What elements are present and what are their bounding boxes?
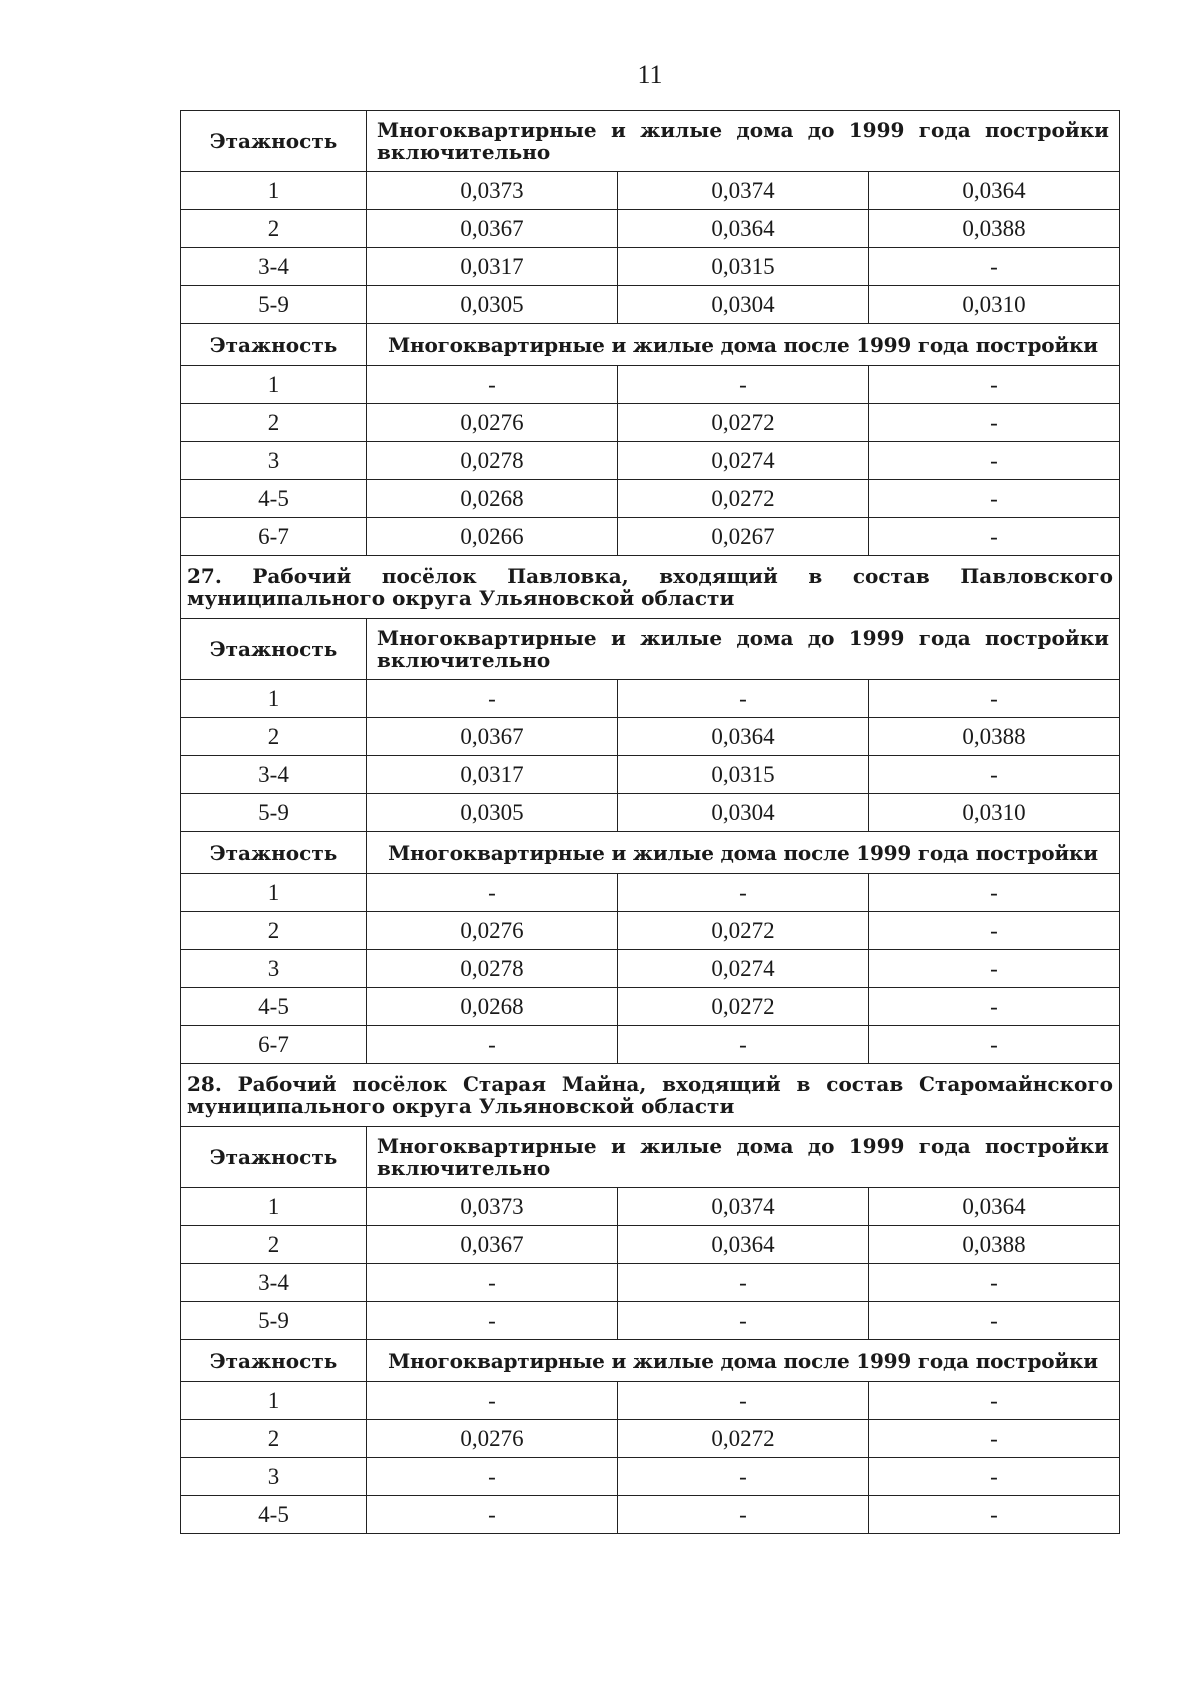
coefficient-cell: 0,0305 — [367, 286, 618, 324]
built-after-1999-header: Многоквартирные и жилые дома после 1999 года постройки — [367, 832, 1120, 874]
coefficient-cell: 0,0272 — [618, 404, 869, 442]
floor-count-cell: 4-5 — [181, 1496, 367, 1534]
floor-count-header: Этажность — [181, 324, 367, 366]
coefficient-cell: 0,0315 — [618, 248, 869, 286]
table-row — [181, 1420, 1120, 1458]
coefficient-cell: 0,0304 — [618, 794, 869, 832]
coefficient-cell: - — [869, 366, 1120, 404]
coefficient-cell: - — [869, 680, 1120, 718]
page-number: 11 — [637, 60, 663, 89]
floor-count-cell: 6-7 — [181, 1026, 367, 1064]
coefficient-cell: - — [869, 1026, 1120, 1064]
coefficient-cell: 0,0276 — [367, 912, 618, 950]
floor-count-cell: 4-5 — [181, 480, 367, 518]
coefficient-cell: 0,0274 — [618, 442, 869, 480]
built-before-1999-header-row — [181, 619, 1120, 680]
coefficient-cell: - — [618, 1302, 869, 1340]
coefficient-cell: - — [367, 366, 618, 404]
built-after-1999-header-row — [181, 832, 1120, 874]
table-row — [181, 718, 1120, 756]
coefficient-cell: 0,0310 — [869, 286, 1120, 324]
floor-count-header: Этажность — [181, 619, 367, 680]
coefficient-cell: 0,0278 — [367, 950, 618, 988]
coefficient-cell: - — [869, 1496, 1120, 1534]
floor-count-header: Этажность — [181, 111, 367, 172]
coefficient-cell: - — [869, 1420, 1120, 1458]
coefficient-cell: 0,0305 — [367, 794, 618, 832]
floor-count-cell: 2 — [181, 1420, 367, 1458]
coefficient-cell: - — [367, 680, 618, 718]
coefficient-cell: - — [869, 1302, 1120, 1340]
table-row — [181, 756, 1120, 794]
floor-count-cell: 3-4 — [181, 1264, 367, 1302]
coefficient-cell: 0,0274 — [618, 950, 869, 988]
floor-count-cell: 5-9 — [181, 286, 367, 324]
coefficient-cell: 0,0373 — [367, 172, 618, 210]
table-row — [181, 680, 1120, 718]
coefficient-cell: 0,0276 — [367, 404, 618, 442]
coefficient-cell: 0,0367 — [367, 718, 618, 756]
coefficient-cell: - — [869, 1382, 1120, 1420]
coefficient-cell: - — [618, 680, 869, 718]
coefficient-cell: 0,0367 — [367, 1226, 618, 1264]
floor-count-cell: 2 — [181, 718, 367, 756]
built-after-1999-header: Многоквартирные и жилые дома после 1999 года постройки — [367, 324, 1120, 366]
table-row — [181, 1026, 1120, 1064]
coefficient-cell: - — [618, 1496, 869, 1534]
floor-count-cell: 1 — [181, 1188, 367, 1226]
coefficient-cell: - — [618, 1026, 869, 1064]
coefficient-cell: - — [869, 248, 1120, 286]
coefficient-cell: 0,0268 — [367, 988, 618, 1026]
coefficient-cell: 0,0364 — [618, 718, 869, 756]
coefficient-cell: - — [869, 442, 1120, 480]
coefficient-cell: - — [869, 756, 1120, 794]
floor-count-cell: 1 — [181, 680, 367, 718]
coefficient-cell: - — [869, 518, 1120, 556]
coefficient-cell: - — [618, 874, 869, 912]
floor-count-cell: 2 — [181, 1226, 367, 1264]
coefficient-cell: - — [869, 874, 1120, 912]
coefficient-cell: - — [869, 1458, 1120, 1496]
floor-count-cell: 3-4 — [181, 248, 367, 286]
table-row — [181, 1302, 1120, 1340]
table-row — [181, 518, 1120, 556]
coefficient-cell: 0,0272 — [618, 912, 869, 950]
table-row — [181, 950, 1120, 988]
floor-count-cell: 5-9 — [181, 1302, 367, 1340]
coefficient-cell: 0,0364 — [618, 210, 869, 248]
coefficient-cell: 0,0272 — [618, 988, 869, 1026]
coefficient-cell: - — [618, 366, 869, 404]
coefficient-cell: 0,0388 — [869, 210, 1120, 248]
floor-count-cell: 2 — [181, 210, 367, 248]
coefficient-cell: - — [367, 1302, 618, 1340]
floor-count-cell: 4-5 — [181, 988, 367, 1026]
table-row — [181, 1226, 1120, 1264]
floor-count-cell: 3 — [181, 442, 367, 480]
coefficient-cell: - — [869, 912, 1120, 950]
coefficient-cell: 0,0373 — [367, 1188, 618, 1226]
coefficient-cell: 0,0364 — [869, 1188, 1120, 1226]
built-after-1999-header-row — [181, 1340, 1120, 1382]
table-row — [181, 210, 1120, 248]
floor-count-cell: 2 — [181, 404, 367, 442]
coefficient-cell: 0,0367 — [367, 210, 618, 248]
coefficient-cell: - — [367, 1382, 618, 1420]
coefficient-cell: 0,0276 — [367, 1420, 618, 1458]
table-row — [181, 1264, 1120, 1302]
coefficient-table — [180, 110, 1120, 1534]
coefficient-cell: - — [367, 1264, 618, 1302]
table-row — [181, 874, 1120, 912]
built-after-1999-header: Многоквартирные и жилые дома после 1999 года постройки — [367, 1340, 1120, 1382]
table-row — [181, 1496, 1120, 1534]
coefficient-table-grid — [180, 110, 1120, 1534]
coefficient-cell: 0,0364 — [869, 172, 1120, 210]
coefficient-cell: - — [618, 1382, 869, 1420]
coefficient-cell: 0,0317 — [367, 248, 618, 286]
floor-count-cell: 3-4 — [181, 756, 367, 794]
built-before-1999-header-row — [181, 111, 1120, 172]
table-row — [181, 1458, 1120, 1496]
section-title-row — [181, 1064, 1120, 1127]
table-row — [181, 1382, 1120, 1420]
table-row — [181, 794, 1120, 832]
coefficient-cell: 0,0278 — [367, 442, 618, 480]
built-before-1999-header: Многоквартирные и жилые дома до 1999 года постройки включительно — [367, 619, 1120, 680]
coefficient-cell: - — [618, 1458, 869, 1496]
coefficient-cell: - — [869, 480, 1120, 518]
coefficient-cell: 0,0374 — [618, 1188, 869, 1226]
table-row — [181, 286, 1120, 324]
floor-count-header: Этажность — [181, 832, 367, 874]
table-row — [181, 988, 1120, 1026]
coefficient-cell: 0,0388 — [869, 718, 1120, 756]
coefficient-cell: - — [367, 1458, 618, 1496]
coefficient-cell: - — [367, 874, 618, 912]
floor-count-cell: 3 — [181, 1458, 367, 1496]
coefficient-cell: 0,0267 — [618, 518, 869, 556]
coefficient-cell: 0,0272 — [618, 1420, 869, 1458]
table-row — [181, 480, 1120, 518]
coefficient-cell: - — [618, 1264, 869, 1302]
built-before-1999-header: Многоквартирные и жилые дома до 1999 года постройки включительно — [367, 1127, 1120, 1188]
table-row — [181, 248, 1120, 286]
built-after-1999-header-row — [181, 324, 1120, 366]
section-title-row — [181, 556, 1120, 619]
floor-count-header: Этажность — [181, 1127, 367, 1188]
table-row — [181, 404, 1120, 442]
table-row — [181, 366, 1120, 404]
table-row — [181, 912, 1120, 950]
section-title: 28. Рабочий посёлок Старая Майна, входящий в состав Старомайнского муниципального округа Ульяновской области — [181, 1064, 1120, 1127]
built-before-1999-header: Многоквартирные и жилые дома до 1999 года постройки включительно — [367, 111, 1120, 172]
coefficient-cell: 0,0272 — [618, 480, 869, 518]
built-before-1999-header-row — [181, 1127, 1120, 1188]
coefficient-cell: 0,0268 — [367, 480, 618, 518]
table-row — [181, 172, 1120, 210]
floor-count-cell: 1 — [181, 1382, 367, 1420]
coefficient-cell: 0,0374 — [618, 172, 869, 210]
floor-count-cell: 3 — [181, 950, 367, 988]
coefficient-cell: - — [869, 404, 1120, 442]
coefficient-cell: 0,0304 — [618, 286, 869, 324]
table-row — [181, 1188, 1120, 1226]
coefficient-cell: 0,0388 — [869, 1226, 1120, 1264]
coefficient-cell: - — [869, 1264, 1120, 1302]
floor-count-cell: 1 — [181, 366, 367, 404]
coefficient-cell: - — [367, 1026, 618, 1064]
coefficient-table-body — [181, 111, 1120, 1534]
coefficient-cell: - — [869, 988, 1120, 1026]
section-title: 27. Рабочий посёлок Павловка, входящий в состав Павловского муниципального округа Ульяновской области — [181, 556, 1120, 619]
floor-count-cell: 6-7 — [181, 518, 367, 556]
table-row — [181, 442, 1120, 480]
floor-count-header: Этажность — [181, 1340, 367, 1382]
floor-count-cell: 2 — [181, 912, 367, 950]
coefficient-cell: 0,0310 — [869, 794, 1120, 832]
coefficient-cell: 0,0364 — [618, 1226, 869, 1264]
coefficient-cell: 0,0317 — [367, 756, 618, 794]
floor-count-cell: 1 — [181, 874, 367, 912]
floor-count-cell: 1 — [181, 172, 367, 210]
coefficient-cell: 0,0315 — [618, 756, 869, 794]
floor-count-cell: 5-9 — [181, 794, 367, 832]
coefficient-cell: - — [367, 1496, 618, 1534]
coefficient-cell: - — [869, 950, 1120, 988]
coefficient-cell: 0,0266 — [367, 518, 618, 556]
